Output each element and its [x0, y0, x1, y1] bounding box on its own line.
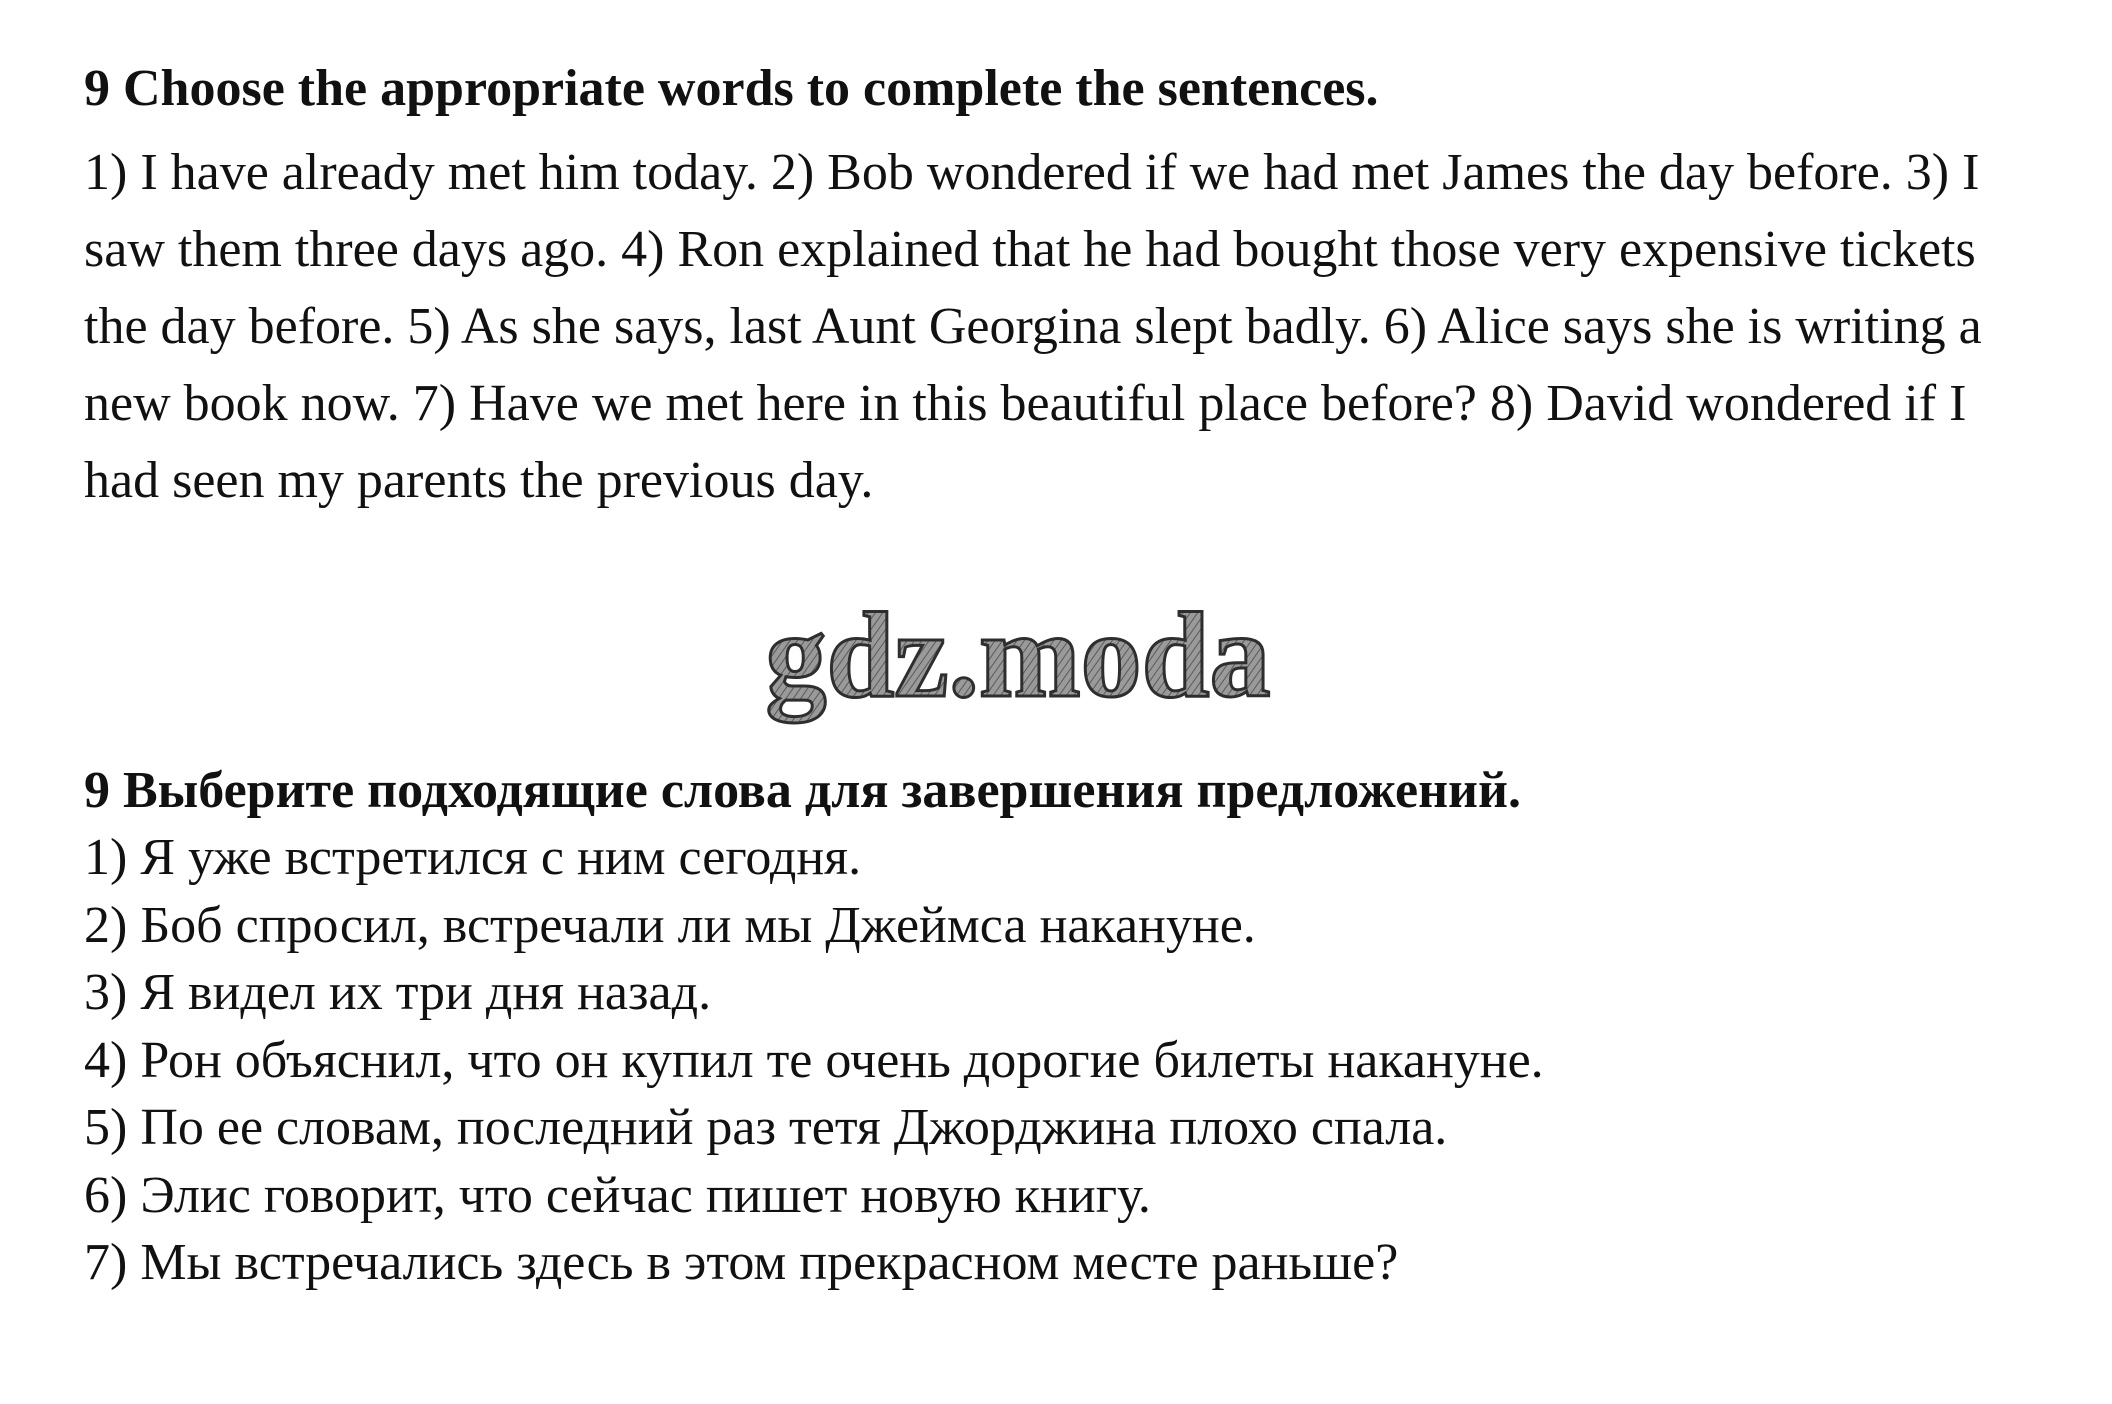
russian-section — [84, 760, 2024, 1297]
list-item: 4) Рон объяснил, что он купил те очень дорогие билеты накануне. — [84, 1031, 1544, 1089]
english-heading: 9 Choose the appropriate words to complete the sentences. — [84, 60, 1379, 117]
english-answers: 1) I have already met him today. 2) Bob wondered if we had met James the day before. 3) I saw them three days ago. 4) Ron explained that he had bought those very expensive tickets the day before. 5) As she says, last Aunt Georgina slept badly. 6) Alice says she is writing a new book now. 7) Have we met here in this beautiful place before? 8) David wondered if I had seen my parents the previous day. — [84, 144, 1982, 509]
watermark-text: gdz.moda — [765, 596, 1271, 723]
list-item: 2) Боб спросил, встречали ли мы Джеймса накануне. — [84, 896, 1256, 954]
list-item: 7) Мы встречались здесь в этом прекрасном месте раньше? — [84, 1234, 1399, 1291]
english-section — [84, 58, 2024, 519]
watermark-graphic — [718, 596, 1318, 746]
list-item: 3) Я видел их три дня назад. — [84, 964, 712, 1021]
russian-heading: 9 Выберите подходящие слова для завершения предложений. — [84, 762, 1521, 819]
list-item: 5) По ее словам, последний раз тетя Джорджина плохо спала. — [84, 1099, 1448, 1156]
list-item: 1) Я уже встретился с ним сегодня. — [84, 829, 862, 886]
list-item: 6) Элис говорит, что сейчас пишет новую книгу. — [84, 1166, 1151, 1224]
russian-translation-list — [84, 824, 2024, 1297]
watermark-logo — [718, 596, 1318, 746]
